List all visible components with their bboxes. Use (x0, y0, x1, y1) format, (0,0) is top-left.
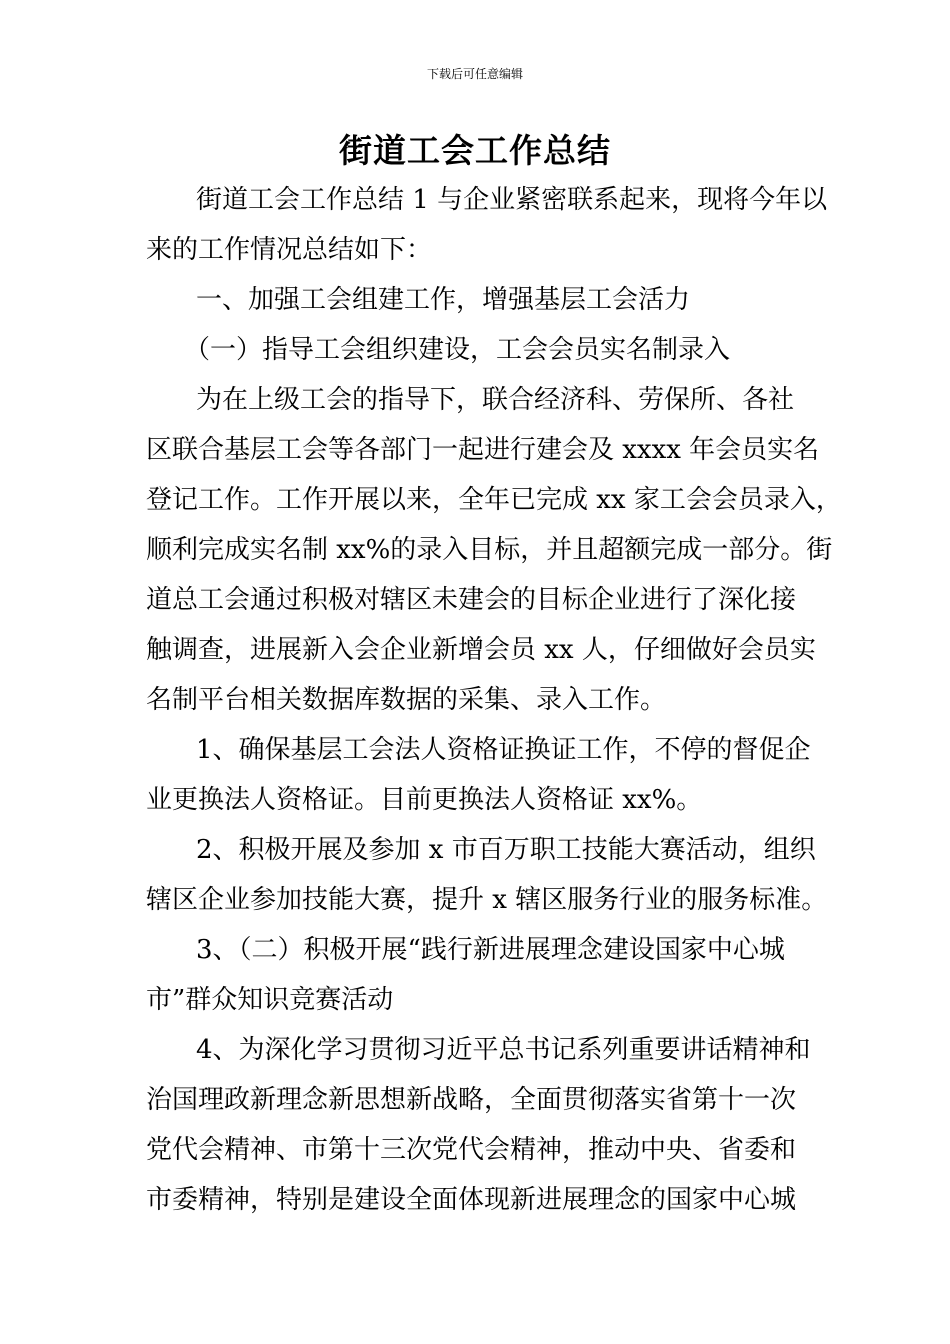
paragraph-line: 登记工作。工作开展以来，全年已完成 xx 家工会会员录入， (146, 485, 842, 515)
paragraph-line: 3、（二）积极开展“践行新进展理念建设国家中心城 (196, 935, 785, 965)
header-note: 下载后可任意编辑 (426, 67, 523, 81)
paragraph-line: 顺利完成实名制 xx%的录入目标，并且超额完成一部分。街 (146, 535, 833, 565)
paragraph-line: 道总工会通过积极对辖区未建会的目标企业进行了深化接 (146, 585, 797, 615)
paragraph-line: 街道工会工作总结 1 与企业紧密联系起来，现将今年以 (196, 185, 828, 215)
paragraph-line: 为在上级工会的指导下，联合经济科、劳保所、各社 (196, 385, 795, 415)
section-heading: 一、加强工会组建工作，增强基层工会活力 (196, 285, 691, 315)
paragraph-line: 4、为深化学习贯彻习近平总书记系列重要讲话精神和 (196, 1035, 811, 1065)
paragraph-line: 党代会精神、市第十三次党代会精神，推动中央、省委和 (146, 1135, 797, 1165)
paragraph-line: 业更换法人资格证。目前更换法人资格证 xx%。 (146, 785, 703, 815)
document-title: 街道工会工作总结 (339, 131, 611, 170)
paragraph-line: 名制平台相关数据库数据的采集、录入工作。 (146, 685, 667, 715)
paragraph-line: 辖区企业参加技能大赛，提升 x 辖区服务行业的服务标准。 (146, 885, 828, 915)
paragraph-line: 市委精神，特别是建设全面体现新进展理念的国家中心城 (146, 1185, 797, 1215)
paragraph-line: 来的工作情况总结如下： (146, 235, 433, 265)
paragraph-line: 市”群众知识竞赛活动 (146, 985, 394, 1015)
paragraph-line: 1、确保基层工会法人资格证换证工作，不停的督促企 (196, 735, 811, 765)
paragraph-line: 治国理政新理念新思想新战略，全面贯彻落实省第十一次 (146, 1085, 797, 1115)
paragraph-line: 区联合基层工会等各部门一起进行建会及 xxxx 年会员实名 (146, 435, 820, 465)
paragraph-line: 触调查，进展新入会企业新增会员 xx 人，仔细做好会员实 (146, 635, 816, 665)
paragraph-line: 2、积极开展及参加 x 市百万职工技能大赛活动，组织 (196, 835, 816, 865)
subsection-heading: （一）指导工会组织建设，工会会员实名制录入 (184, 335, 731, 365)
